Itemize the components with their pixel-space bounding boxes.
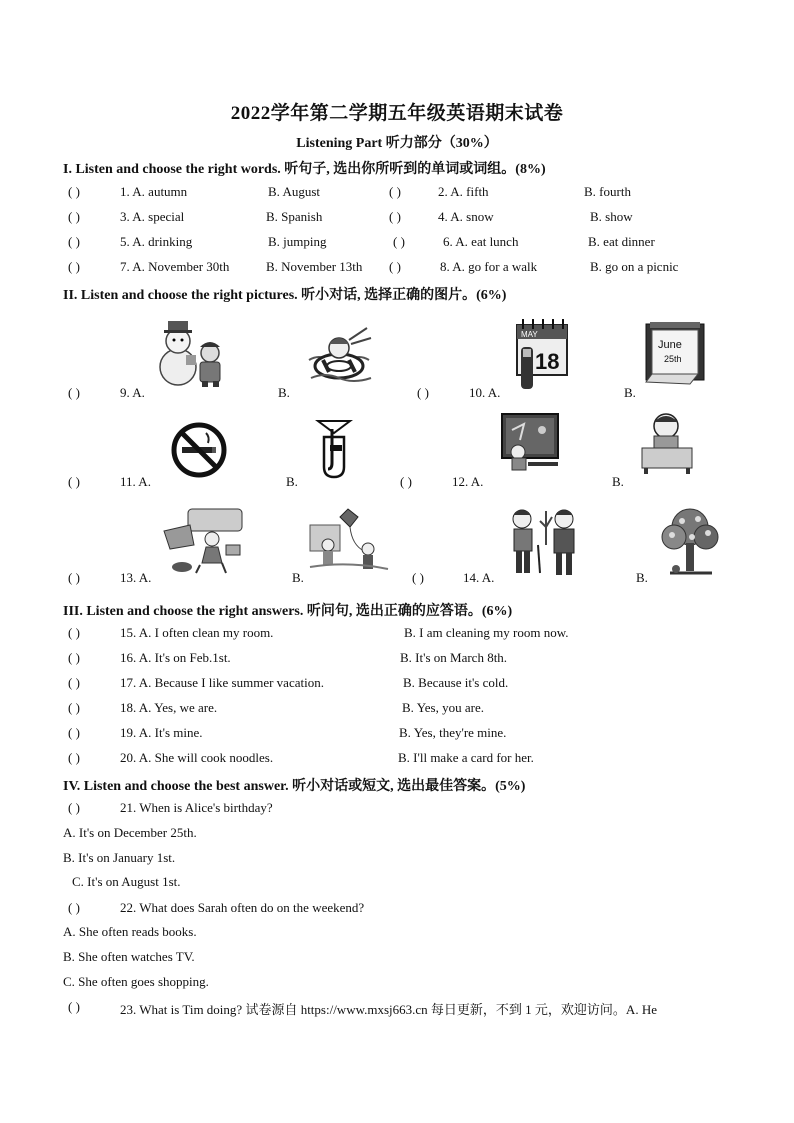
q4-option-b: B. show (590, 209, 633, 224)
answer-blank[interactable]: ( ) (68, 700, 80, 715)
q7-option-a: 7. A. November 30th (120, 259, 230, 274)
answer-blank[interactable]: ( ) (389, 259, 401, 274)
q1-option-a: 1. A. autumn (120, 184, 188, 199)
answer-blank[interactable]: ( ) (412, 570, 424, 585)
calendar-may-picture[interactable] (513, 315, 571, 393)
q7-option-b: B. November 13th (266, 259, 363, 274)
q21-option-a: A. It's on December 25th. (63, 825, 197, 840)
answer-blank[interactable]: ( ) (400, 474, 412, 489)
student-at-desk-picture[interactable] (636, 410, 698, 476)
q14-option-b: B. (636, 570, 648, 585)
answer-blank[interactable]: ( ) (68, 900, 80, 915)
answer-blank[interactable]: ( ) (68, 675, 80, 690)
q3-option-a: 3. A. special (120, 209, 185, 224)
answer-blank[interactable]: ( ) (68, 650, 80, 665)
q20-option-b: B. I'll make a card for her. (398, 750, 534, 765)
planting-tree-picture[interactable] (508, 505, 578, 579)
q17-option-a: 17. A. Because I like summer vacation. (120, 675, 324, 690)
calendar-june-picture[interactable] (642, 318, 708, 390)
q2-option-b: B. fourth (584, 184, 631, 199)
section-2-heading: II. Listen and choose the right pictures. 听小对话, 选择正确的图片。(6%) (63, 288, 507, 303)
answer-blank[interactable]: ( ) (68, 259, 80, 274)
q13-option-b: B. (292, 570, 304, 585)
calendar2-month: June (658, 339, 682, 351)
q16-option-a: 16. A. It's on Feb.1st. (120, 650, 231, 665)
q19-option-a: 19. A. It's mine. (120, 725, 203, 740)
q21-question: 21. When is Alice's birthday? (120, 800, 273, 815)
calendar-month: MAY (521, 330, 538, 339)
q15-option-a: 15. A. I often clean my room. (120, 625, 274, 640)
q21-option-c: C. It's on August 1st. (72, 874, 181, 889)
tree-picture[interactable] (656, 505, 724, 579)
page-title: 2022学年第二学期五年级英语期末试卷 (230, 103, 564, 124)
answer-blank[interactable]: ( ) (68, 184, 80, 199)
answer-blank[interactable]: ( ) (417, 385, 429, 400)
q18-option-a: 18. A. Yes, we are. (120, 700, 218, 715)
answer-blank[interactable]: ( ) (68, 999, 80, 1014)
kite-family-picture[interactable] (308, 505, 390, 577)
answer-blank[interactable]: ( ) (68, 725, 80, 740)
q14-label: 14. A. (463, 570, 495, 585)
quiet-sign-picture[interactable] (312, 415, 356, 481)
q16-option-b: B. It's on March 8th. (400, 650, 508, 665)
answer-blank[interactable]: ( ) (68, 385, 80, 400)
q23-question: 23. What is Tim doing? 试卷源自 https://www.mxsj663.cn 每日更新，不到 1 元，欢迎访问。A. He (120, 1002, 657, 1017)
q12-option-b: B. (612, 474, 624, 489)
q2-option-a: 2. A. fifth (438, 184, 489, 199)
q13-label: 13. A. (120, 570, 152, 585)
q15-option-b: B. I am cleaning my room now. (404, 625, 569, 640)
swimming-ring-picture[interactable] (305, 320, 377, 386)
q21-option-b: B. It's on January 1st. (63, 850, 176, 865)
q6-option-a: 6. A. eat lunch (443, 234, 519, 249)
q18-option-b: B. Yes, you are. (402, 700, 484, 715)
answer-blank[interactable]: ( ) (389, 184, 401, 199)
page-subtitle: Listening Part 听力部分（30%） (296, 136, 498, 151)
q5-option-b: B. jumping (268, 234, 327, 249)
no-smoking-sign-picture[interactable] (170, 421, 228, 479)
q22-option-c: C. She often goes shopping. (63, 974, 209, 989)
q9-option-b: B. (278, 385, 290, 400)
q22-question: 22. What does Sarah often do on the weekend? (120, 900, 365, 915)
q22-option-a: A. She often reads books. (63, 924, 197, 939)
answer-blank[interactable]: ( ) (68, 570, 80, 585)
answer-blank[interactable]: ( ) (68, 625, 80, 640)
q12-label: 12. A. (452, 474, 484, 489)
q19-option-b: B. Yes, they're mine. (399, 725, 507, 740)
answer-blank[interactable]: ( ) (393, 234, 405, 249)
messy-room-picture[interactable] (160, 505, 246, 575)
answer-blank[interactable]: ( ) (68, 209, 80, 224)
student-at-board-picture[interactable] (498, 410, 562, 476)
q9-label: 9. A. (120, 385, 145, 400)
answer-blank[interactable]: ( ) (68, 234, 80, 249)
q8-option-a: 8. A. go for a walk (440, 259, 538, 274)
section-3-heading: III. Listen and choose the right answers. 听问句, 选出正确的应答语。(6%) (63, 604, 513, 619)
q6-option-b: B. eat dinner (588, 234, 655, 249)
q10-label: 10. A. (469, 385, 501, 400)
q20-option-a: 20. A. She will cook noodles. (120, 750, 274, 765)
q17-option-b: B. Because it's cold. (403, 675, 509, 690)
answer-blank[interactable]: ( ) (68, 800, 80, 815)
q5-option-a: 5. A. drinking (120, 234, 193, 249)
section-4-heading: IV. Listen and choose the best answer. 听小对话或短文, 选出最佳答案。(5%) (63, 779, 526, 794)
answer-blank[interactable]: ( ) (389, 209, 401, 224)
q8-option-b: B. go on a picnic (590, 259, 679, 274)
q1-option-b: B. August (268, 184, 321, 199)
q22-option-b: B. She often watches TV. (63, 949, 195, 964)
q10-option-b: B. (624, 385, 636, 400)
answer-blank[interactable]: ( ) (68, 750, 80, 765)
q3-option-b: B. Spanish (266, 209, 323, 224)
q4-option-a: 4. A. snow (438, 209, 494, 224)
section-1-heading: I. Listen and choose the right words. 听句子, 选出你所听到的单词或词组。(8%) (63, 162, 546, 177)
q11-label: 11. A. (120, 474, 151, 489)
calendar2-day: 25th (664, 354, 682, 364)
snowman-children-picture[interactable] (158, 315, 230, 389)
calendar-day: 18 (535, 349, 560, 374)
q11-option-b: B. (286, 474, 298, 489)
answer-blank[interactable]: ( ) (68, 474, 80, 489)
